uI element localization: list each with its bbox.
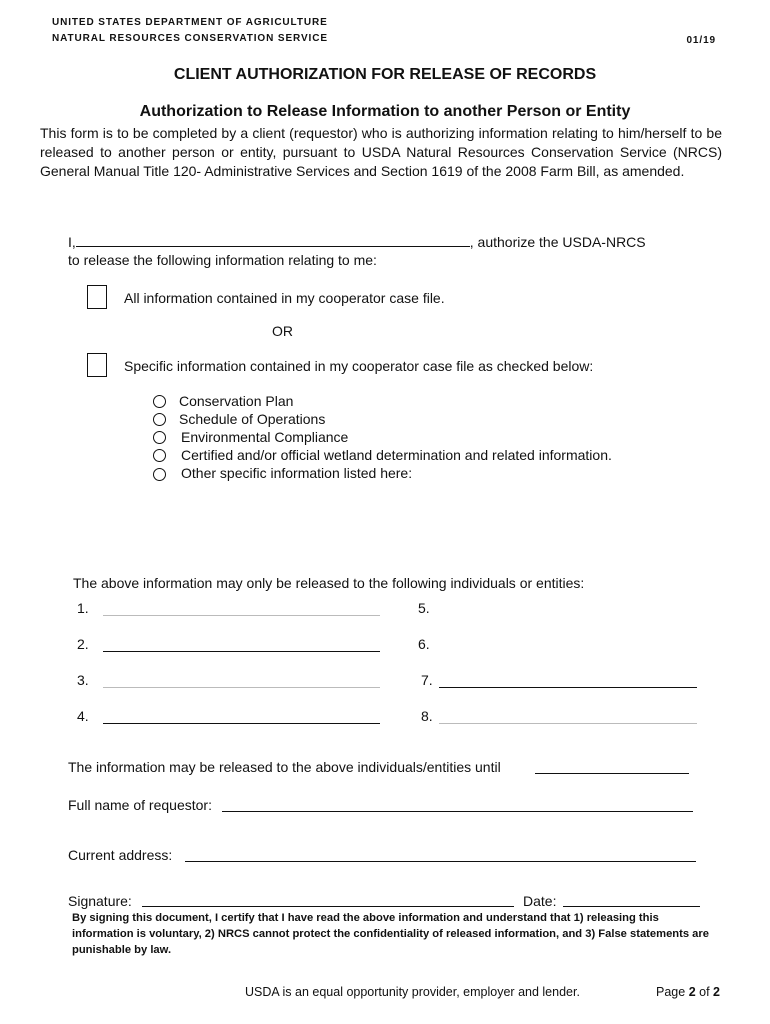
recipient-1-number: 1.: [77, 600, 89, 616]
date-label: Date:: [523, 893, 557, 909]
specific-info-checkbox[interactable]: [87, 353, 107, 377]
schedule-of-operations-radio[interactable]: [153, 413, 166, 426]
agency-line-1: UNITED STATES DEPARTMENT OF AGRICULTURE: [52, 17, 328, 28]
release-until-field[interactable]: [535, 760, 689, 774]
page-number: 2: [688, 985, 696, 999]
recipient-2-number: 2.: [77, 636, 89, 652]
form-date: 01/19: [686, 35, 716, 46]
page-of: of: [699, 985, 710, 999]
page-title: CLIENT AUTHORIZATION FOR RELEASE OF RECORDS: [173, 66, 597, 83]
conservation-plan-label: Conservation Plan: [179, 393, 294, 409]
all-info-checkbox[interactable]: [87, 285, 107, 309]
signature-field[interactable]: [142, 893, 514, 907]
full-name-label: Full name of requestor:: [68, 797, 212, 813]
authorize-suffix: , authorize the USDA-NRCS: [469, 234, 646, 250]
page-subtitle: Authorization to Release Information to another Person or Entity: [139, 103, 631, 120]
recipient-8-field[interactable]: [439, 710, 697, 724]
requestor-name-field[interactable]: [76, 233, 470, 247]
release-until-label: The information may be released to the above individuals/entities until: [68, 759, 501, 775]
full-name-field[interactable]: [222, 798, 693, 812]
recipient-7-number: 7.: [421, 672, 433, 688]
intro-paragraph: This form is to be completed by a client (requestor) who is authorizing information relating to him/herself to be released to another person or entity, pursuant to USDA Natural Resources Conservation Service (NRCS) General Manual Title 120- Administrative Services and Section 1619 of the 2008 Farm Bill, as amended.: [40, 125, 722, 179]
recipients-label: The above information may only be released to the following individuals or entities:: [73, 575, 585, 591]
recipient-4-field[interactable]: [103, 710, 380, 724]
authorize-line: [68, 233, 646, 250]
schedule-of-operations-label: Schedule of Operations: [179, 411, 326, 427]
agency-line-2: NATURAL RESOURCES CONSERVATION SERVICE: [52, 33, 328, 44]
recipient-4-number: 4.: [77, 708, 89, 724]
page-indicator: [656, 985, 720, 999]
recipient-1-field[interactable]: [103, 602, 380, 616]
equal-opportunity-statement: USDA is an equal opportunity provider, employer and lender.: [245, 985, 580, 999]
wetland-determination-label: Certified and/or official wetland determination and related information.: [181, 447, 612, 463]
recipient-6-number: 6.: [418, 636, 430, 652]
recipient-8-number: 8.: [421, 708, 433, 724]
authorize-prefix: I,: [68, 234, 76, 250]
date-field[interactable]: [563, 893, 700, 907]
current-address-label: Current address:: [68, 847, 173, 863]
recipient-2-field[interactable]: [103, 638, 380, 652]
recipient-3-field[interactable]: [103, 674, 380, 688]
other-info-label: Other specific information listed here:: [181, 465, 413, 481]
recipient-5-number: 5.: [418, 600, 430, 616]
signature-label: Signature:: [68, 893, 132, 909]
recipient-7-field[interactable]: [439, 674, 697, 688]
wetland-determination-radio[interactable]: [153, 449, 166, 462]
environmental-compliance-label: Environmental Compliance: [181, 429, 349, 445]
page-total: 2: [713, 985, 720, 999]
all-info-label: All information contained in my cooperator case file.: [124, 290, 445, 306]
specific-info-label: Specific information contained in my cooperator case file as checked below:: [124, 358, 594, 374]
authorize-line-2: to release the following information relating to me:: [68, 252, 377, 268]
conservation-plan-radio[interactable]: [153, 395, 166, 408]
or-label: OR: [272, 323, 293, 339]
current-address-field[interactable]: [185, 848, 696, 862]
page-prefix: Page: [656, 985, 686, 999]
certification-statement: By signing this document, I certify that I have read the above information and understand that 1) releasing this information is voluntary, 2) NRCS cannot protect the confidentiality of released information, and 3) False statements are punishable by law.: [72, 912, 709, 956]
other-info-radio[interactable]: [153, 468, 166, 481]
recipient-3-number: 3.: [77, 672, 89, 688]
environmental-compliance-radio[interactable]: [153, 431, 166, 444]
